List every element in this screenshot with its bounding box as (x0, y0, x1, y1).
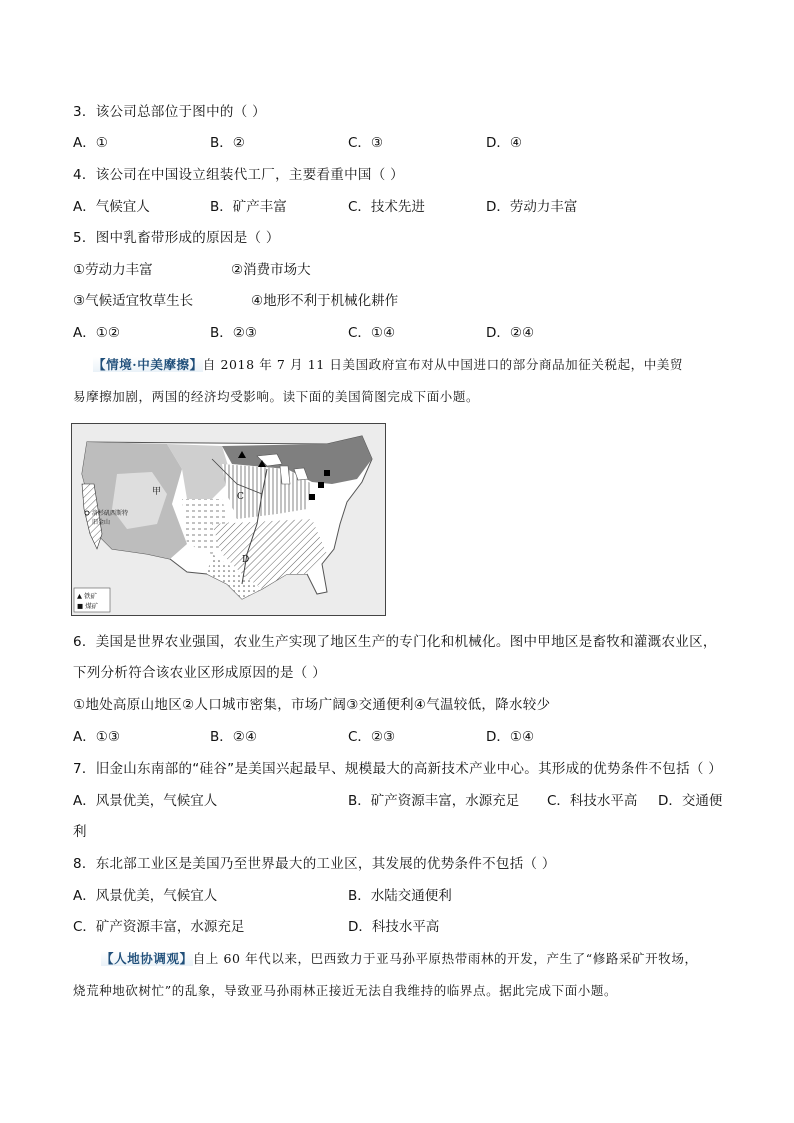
q7-option-d-continued: 利 (73, 824, 87, 840)
intro-2-line-1 (101, 950, 698, 968)
q7-option-d: D．交通便 (658, 793, 723, 809)
label-d: D (242, 555, 250, 565)
q4-option-b: B．矿产丰富 (210, 199, 287, 215)
q7-option-a: A．风景优美，气候宜人 (73, 793, 218, 809)
coal-symbol (324, 470, 330, 476)
intro-1-line-2: 易摩擦加剧，两国的经济均受影响。读下面的美国简图完成下面小题。 (73, 389, 480, 404)
intro-1-line-1 (93, 356, 683, 374)
q5-option-b: B．②③ (210, 325, 257, 341)
q5-item-3: ③气候适宜牧草生长 (73, 293, 194, 309)
lake-michigan (280, 466, 290, 484)
legend-coal: ■ 煤矿 (77, 602, 99, 610)
q6-stem-line-2: 下列分析符合该农业区形成原因的是（ ） (73, 665, 326, 681)
city-label-2: 旧金山 (92, 519, 111, 526)
intro-2-text-1: 自上 60 年代以来，巴西致力于亚马孙平原热带雨林的开发，产生了“修路采矿开牧场， (192, 951, 698, 966)
q5-item-4: ④地形不利于机械化耕作 (251, 293, 399, 309)
q4-option-c: C．技术先进 (348, 199, 425, 215)
q5-item-2: ②消费市场大 (231, 262, 311, 278)
q8-option-b: B．水陆交通便利 (348, 888, 452, 904)
q7-stem: 7．旧金山东南部的“硅谷”是美国兴起最早、规模最大的高新技术产业中心。其形成的优势条件不包括（ ） (73, 761, 723, 777)
q7-option-c: C．科技水平高 (547, 793, 638, 809)
q5-option-a: A．①② (73, 325, 120, 341)
q5-option-d: D．②④ (486, 325, 535, 341)
us-map (71, 423, 386, 616)
q3-option-c: C．③ (348, 135, 384, 151)
q7-option-b: B．矿产资源丰富，水源充足 (348, 793, 520, 809)
coal-symbol (318, 482, 324, 488)
intro-1-text-1: 自 2018 年 7 月 11 日美国政府宣布对从中国进口的部分商品加征关税起，中美贸 (202, 357, 684, 372)
q5-option-c: C．①④ (348, 325, 396, 341)
q8-option-a: A．风景优美，气候宜人 (73, 888, 218, 904)
q4-option-a: A．气候宜人 (73, 199, 150, 215)
legend-iron: ▲ 铁矿 (77, 592, 98, 600)
label-jia: 甲 (152, 487, 162, 497)
q6-option-c: C．②③ (348, 729, 396, 745)
q5-stem: 5．图中乳畜带形成的原因是（ ） (73, 230, 280, 246)
q3-option-a: A．① (73, 135, 108, 151)
q4-option-d: D．劳动力丰富 (486, 199, 578, 215)
label-c: C (237, 492, 244, 502)
q4-stem: 4．该公司在中国设立组装代工厂，主要看重中国（ ） (73, 167, 404, 183)
intro-1-tag: 【情境·中美摩擦】 (93, 357, 203, 372)
q6-option-a: A．①③ (73, 729, 120, 745)
intro-2-line-2: 烧荒种地砍树忙”的乱象，导致亚马孙雨林正接近无法自我维持的临界点。据此完成下面小题。 (73, 983, 618, 998)
city-marker (85, 511, 89, 515)
q5-item-1: ①劳动力丰富 (73, 262, 153, 278)
city-label-1: 洛杉矶西斯特 (92, 510, 129, 517)
q6-option-d: D．①④ (486, 729, 535, 745)
q6-items: ①地处高原山地区②人口城市密集，市场广阔③交通便利④气温较低，降水较少 (73, 697, 551, 713)
q3-option-d: D．④ (486, 135, 522, 151)
q6-option-b: B．②④ (210, 729, 257, 745)
coal-symbol (309, 494, 315, 500)
intro-2-tag: 【人地协调观】 (101, 951, 193, 966)
q3-stem: 3．该公司总部位于图中的（ ） (73, 104, 266, 120)
q8-option-d: D．科技水平高 (348, 919, 440, 935)
q6-stem-line-1: 6．美国是世界农业强国，农业生产实现了地区生产的专门化和机械化。图中甲地区是畜牧和灌溉农业区， (73, 634, 717, 650)
q3-option-b: B．② (210, 135, 245, 151)
q8-stem: 8．东北部工业区是美国乃至世界最大的工业区，其发展的优势条件不包括（ ） (73, 856, 556, 872)
q8-option-c: C．矿产资源丰富，水源充足 (73, 919, 245, 935)
us-map-svg (72, 424, 385, 615)
